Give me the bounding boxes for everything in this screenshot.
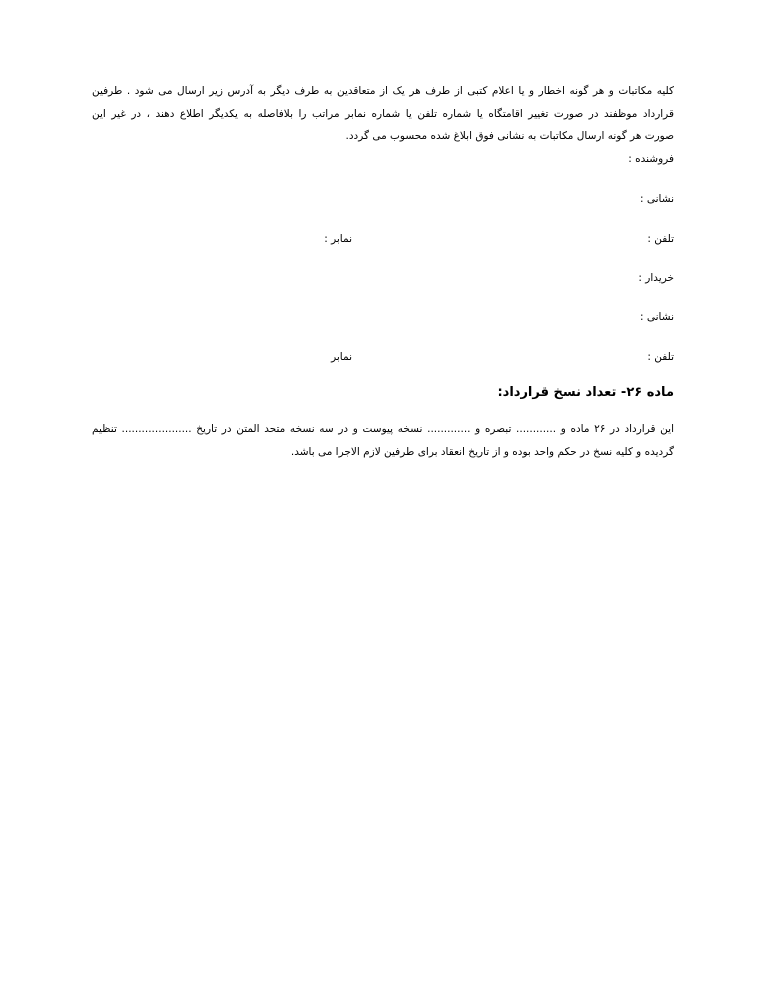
seller-address-label: نشانی :: [639, 192, 674, 205]
seller-contact-row: [92, 234, 674, 248]
buyer-section: [92, 273, 674, 366]
paragraph-line: کلیه مکاتبات و هر گونه اخطار و یا اعلام کتبی از طرف هر یک از متعاقدین به طرف دیگر به آدرس زیر ارسال می شود . طرفین: [92, 85, 674, 97]
seller-address-row: [92, 194, 674, 208]
contract-content: [92, 86, 674, 469]
article-26-section: [92, 386, 674, 460]
paragraph-line: این قرارداد در ۲۶ ماده و ............ تبصره و ............. نسخه پیوست و در سه نسخه متحد المتن در تاریخ ..................... تنظیم: [92, 422, 674, 435]
article-26-paragraph: [92, 424, 674, 460]
buyer-fax-label: نمابر: [331, 350, 352, 363]
notice-paragraph: [92, 86, 674, 144]
buyer-label-text: خریدار :: [638, 271, 674, 284]
seller-label: [92, 154, 674, 168]
seller-phone-label: تلفن :: [647, 232, 674, 245]
paragraph-line: صورت هر گونه ارسال مکاتبات به نشانی فوق ابلاغ شده محسوب می گردد.: [345, 130, 674, 142]
buyer-label: [92, 273, 674, 287]
paragraph-line: گردیده و کلیه نسخ در حکم واحد بوده و از تاریخ انعقاد برای طرفین لازم الاجرا می باشد.: [290, 445, 674, 458]
buyer-address-label: نشانی :: [639, 310, 674, 323]
seller-label-text: فروشنده :: [628, 152, 674, 165]
seller-fax-label: نمابر :: [324, 232, 352, 245]
seller-section: [92, 154, 674, 248]
buyer-address-row: [92, 312, 674, 326]
buyer-phone-label: تلفن :: [647, 350, 674, 363]
buyer-contact-row: [92, 352, 674, 366]
article-26-heading: ماده ۲۶- تعداد نسخ قرارداد:: [497, 384, 674, 400]
paragraph-line: قرارداد موظفند در صورت تغییر اقامتگاه یا شماره تلفن یا شماره نمابر مراتب را بلافاصله به یکدیگر اطلاع دهند ، در غیر این: [92, 107, 674, 120]
